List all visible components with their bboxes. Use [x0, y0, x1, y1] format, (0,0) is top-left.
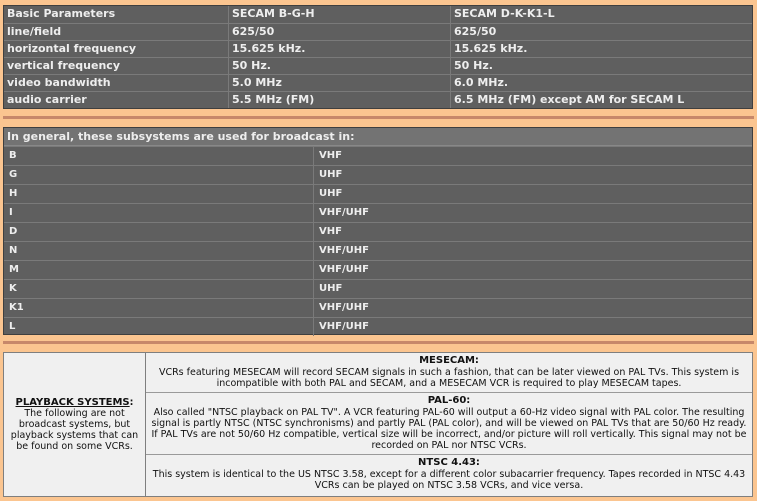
table-cell: video bandwidth [7, 76, 111, 89]
band-cell: VHF [313, 147, 752, 165]
system-cell: M [9, 264, 19, 275]
table-cell: 15.625 kHz. [450, 41, 752, 57]
system-cell: L [9, 321, 16, 332]
playback-systems-list [146, 353, 752, 496]
header-cell: SECAM D-K-K1-L [450, 6, 752, 23]
system-cell: K1 [9, 302, 24, 313]
table-cell: 625/50 [450, 24, 752, 40]
system-cell: I [9, 207, 13, 218]
table-row [4, 40, 752, 57]
table-row [4, 279, 752, 298]
playback-description: The following are not broadcast systems, but playback systems that can be found on some VCRs. [10, 408, 139, 452]
ntsc443-cell [146, 455, 752, 496]
table-cell: 5.5 MHz (FM) [228, 92, 450, 108]
table-row [4, 91, 752, 108]
header-cell: Basic Parameters [7, 7, 116, 20]
system-cell: N [9, 245, 18, 256]
playback-title-colon: : [129, 397, 134, 408]
table-row [4, 165, 752, 184]
band-cell: VHF [313, 223, 752, 241]
band-cell: VHF/UHF [313, 318, 752, 336]
system-description: This system is identical to the US NTSC 3.58, except for a different color subacarrier frequency. Tapes recorded in NTSC 4.43 VCRs can be played on NTSC 3.58 VCRs, and vice versa. [152, 469, 746, 491]
table-row [4, 57, 752, 74]
system-cell: K [9, 283, 17, 294]
playback-title: PLAYBACK SYSTEMS [15, 397, 130, 408]
playback-systems-table [3, 352, 753, 497]
basic-parameters-table [3, 5, 753, 109]
divider [3, 341, 754, 344]
table-row [4, 241, 752, 260]
system-cell: D [9, 226, 18, 237]
system-description: Also called "NTSC playback on PAL TV". A VCR featuring PAL-60 will output a 60-Hz video signal with PAL color. The resulting signal is partly NTSC (NTSC synchronisms) and partly PAL (PAL color), and will be viewed on PAL TVs that are 50/60 Hz ready. If PAL TVs are not 50/60 Hz compatible, vertical size will be incorrect, and/or picture will roll vertically. This signal may not be recorded on PAL nor NTSC VCRs. [151, 407, 747, 451]
playback-intro [4, 353, 146, 496]
table-row [4, 74, 752, 91]
table-row [4, 146, 752, 165]
table-cell: 15.625 kHz. [228, 41, 450, 57]
band-cell: UHF [313, 280, 752, 298]
system-cell: G [9, 169, 18, 180]
band-cell: VHF/UHF [313, 299, 752, 317]
subsystems-table [3, 127, 753, 335]
table-cell: audio carrier [7, 93, 87, 106]
table-cell: 50 Hz. [228, 58, 450, 74]
table-row [4, 222, 752, 241]
divider [3, 116, 754, 119]
table-cell: 6.5 MHz (FM) except AM for SECAM L [450, 92, 752, 108]
system-description: VCRs featuring MESECAM will record SECAM signals in such a fashion, that can be later viewed on PAL TVs. This system is incompatible with both PAL and SECAM, and a MESECAM VCR is required to play MESECAM tapes. [158, 367, 740, 389]
header-cell: SECAM B-G-H [228, 6, 450, 23]
table-row [4, 23, 752, 40]
table-row [4, 184, 752, 203]
table-row [4, 260, 752, 279]
system-name: PAL-60: [427, 395, 471, 406]
table-cell: 625/50 [228, 24, 450, 40]
pal60-cell [146, 393, 752, 455]
table-cell: 6.0 MHz. [450, 75, 752, 91]
table-cell: line/field [7, 25, 62, 38]
table-row [4, 203, 752, 222]
subsystems-header: In general, these subsystems are used for broadcast in: [4, 128, 752, 146]
table-cell: horizontal frequency [7, 42, 137, 55]
table-cell: vertical frequency [7, 59, 120, 72]
table-cell: 50 Hz. [450, 58, 752, 74]
table-cell: 5.0 MHz [228, 75, 450, 91]
band-cell: UHF [313, 185, 752, 203]
mesecam-cell [146, 353, 752, 393]
band-cell: VHF/UHF [313, 242, 752, 260]
band-cell: VHF/UHF [313, 261, 752, 279]
band-cell: UHF [313, 166, 752, 184]
table-row [4, 298, 752, 317]
band-cell: VHF/UHF [313, 204, 752, 222]
system-name: NTSC 4.43: [418, 457, 480, 468]
system-name: MESECAM: [419, 355, 479, 366]
table-row [4, 317, 752, 336]
system-cell: B [9, 150, 17, 161]
table-header-row [4, 6, 752, 23]
system-cell: H [9, 188, 18, 199]
